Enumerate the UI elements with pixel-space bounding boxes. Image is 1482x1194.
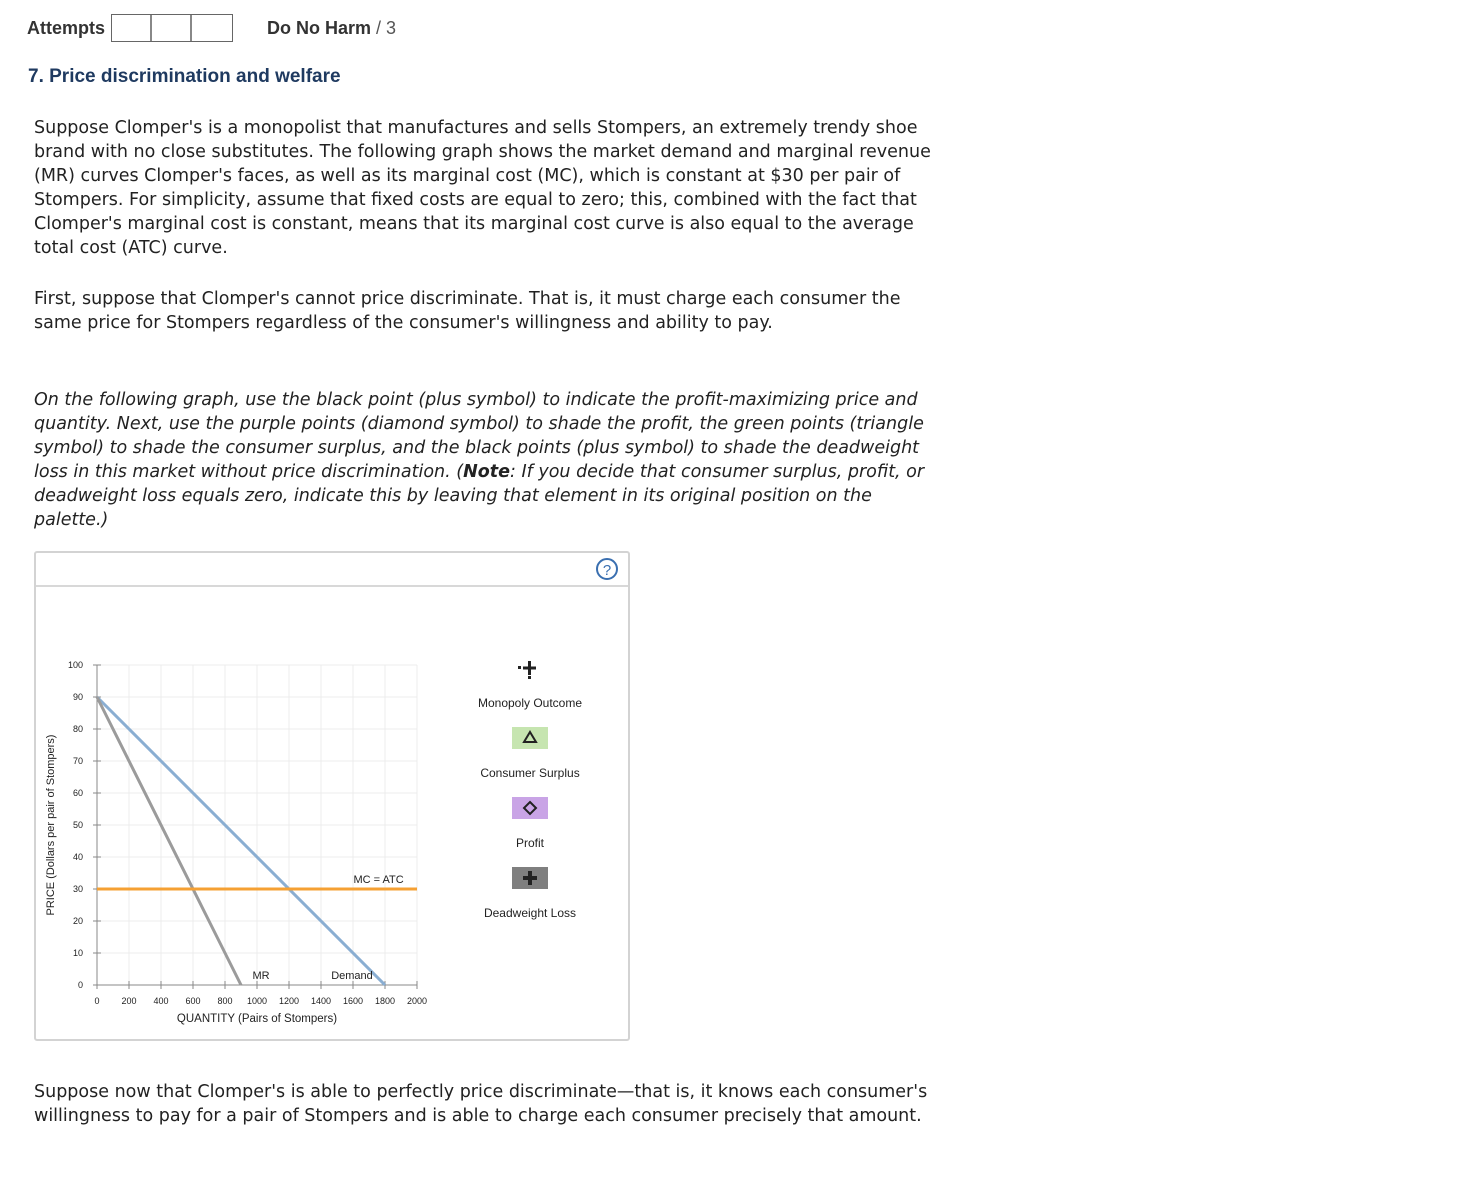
plus-icon-dot bbox=[518, 666, 521, 669]
grid-layer bbox=[97, 665, 417, 985]
x-tick-label: 800 bbox=[217, 996, 233, 1006]
y-tick-label: 100 bbox=[67, 660, 83, 670]
palette-label-monopoly: Monopoly Outcome bbox=[477, 696, 583, 710]
y-tick-label: 20 bbox=[72, 916, 83, 926]
part1-paragraph: First, suppose that Clomper's cannot price discriminate. That is, it must charge each consumer the same price for Stompers regardless of the consumer's willingness and ability to pay. bbox=[34, 289, 901, 333]
plus-icon-dot bbox=[528, 676, 531, 679]
grading-mode-label: Do No Harm bbox=[267, 17, 372, 38]
y-tick-label: 10 bbox=[72, 948, 83, 958]
demand-label: Demand bbox=[331, 970, 373, 982]
y-tick-label: 0 bbox=[77, 980, 83, 990]
mc-atc-label: MC = ATC bbox=[353, 874, 404, 886]
x-tick-label: 1600 bbox=[342, 996, 364, 1006]
note-label: Note bbox=[463, 462, 511, 482]
attempt-box bbox=[152, 15, 192, 41]
part2-paragraph: Suppose now that Clomper's is able to perfectly price discriminate—that is, it knows each consumer's willingness to pay for a pair of Stompers and is able to charge each consumer precisely that amount. bbox=[34, 1082, 928, 1126]
y-tick-label: 80 bbox=[72, 724, 83, 734]
plus-icon-h bbox=[523, 667, 536, 670]
mr-label: MR bbox=[252, 970, 270, 982]
x-tick-label: 200 bbox=[121, 996, 137, 1006]
x-tick-label: 1200 bbox=[278, 996, 300, 1006]
x-tick-label: 0 bbox=[94, 996, 100, 1006]
y-axis-label: PRICE (Dollars per pair of Stompers) bbox=[45, 734, 57, 916]
attempt-box bbox=[112, 15, 152, 41]
intro-paragraph: Suppose Clomper's is a monopolist that manufactures and sells Stompers, an extremely trendy shoe brand with no close substitutes. The following graph shows the market demand and marginal revenue (MR) curves Clomper's faces, as well as its marginal cost (MC), which is constant at $30 per pair of Stompers. For simplicity, assume that fixed costs are equal to zero; this, combined with the fact that Clomper's marginal cost is constant, means that its marginal cost curve is also equal to the average total cost (ATC) curve. bbox=[34, 118, 931, 258]
widget-toolbar bbox=[36, 553, 628, 587]
plus-icon[interactable] bbox=[523, 661, 536, 675]
profit-swatch bbox=[512, 797, 548, 819]
attempts-label: Attempts bbox=[27, 17, 106, 38]
x-tick-label: 2000 bbox=[406, 996, 428, 1006]
price-quantity-graph[interactable] bbox=[36, 587, 628, 1041]
attempts-bar bbox=[27, 14, 396, 42]
attempt-box bbox=[192, 15, 232, 41]
y-tick-label: 60 bbox=[72, 788, 83, 798]
max-attempts: / 3 bbox=[376, 17, 397, 38]
palette bbox=[478, 661, 582, 920]
series-demand bbox=[97, 697, 385, 985]
y-tick-label: 70 bbox=[72, 756, 83, 766]
x-axis-label: QUANTITY (Pairs of Stompers) bbox=[176, 1013, 338, 1025]
x-tick-label: 600 bbox=[185, 996, 201, 1006]
y-tick-label: 50 bbox=[72, 820, 83, 830]
palette-monopoly-outcome[interactable] bbox=[478, 661, 582, 710]
x-tick-label: 400 bbox=[153, 996, 169, 1006]
attempt-indicator bbox=[111, 14, 233, 42]
y-tick-label: 90 bbox=[72, 692, 83, 702]
instructions-note: : If you decide that consumer surplus, profit, or deadweight loss equals zero, indicate this by leaving that element in its original position on the palette.) bbox=[34, 462, 925, 530]
help-icon[interactable]: ? bbox=[596, 558, 618, 580]
series-mr bbox=[97, 697, 241, 985]
grading-mode bbox=[267, 18, 396, 39]
palette-consumer-surplus[interactable] bbox=[480, 727, 579, 780]
palette-label-profit: Profit bbox=[515, 836, 545, 850]
x-tick-label: 1400 bbox=[310, 996, 332, 1006]
palette-profit[interactable] bbox=[512, 797, 548, 850]
palette-deadweight-loss[interactable] bbox=[484, 867, 576, 920]
graph-widget bbox=[34, 551, 630, 1041]
instructions-paragraph bbox=[34, 388, 944, 532]
question-title: 7. Price discrimination and welfare bbox=[28, 66, 341, 87]
plus-icon-h bbox=[523, 876, 537, 880]
palette-label-consumer-surplus: Consumer Surplus bbox=[480, 766, 580, 780]
instructions-text: On the following graph, use the black point (plus symbol) to indicate the profit-maximizing price and quantity. Next, use the purple points (diamond symbol) to shade the profit, the green points (triangle symbol) to shade the consumer surplus, and the black points (plus symbol) to shade the deadweight loss in this market without price discrimination. ( bbox=[34, 390, 924, 482]
palette-label-deadweight-loss: Deadweight Loss bbox=[483, 906, 577, 920]
x-tick-label: 1000 bbox=[246, 996, 268, 1006]
y-tick-label: 30 bbox=[72, 884, 83, 894]
x-tick-label: 1800 bbox=[374, 996, 396, 1006]
y-tick-label: 40 bbox=[72, 852, 83, 862]
